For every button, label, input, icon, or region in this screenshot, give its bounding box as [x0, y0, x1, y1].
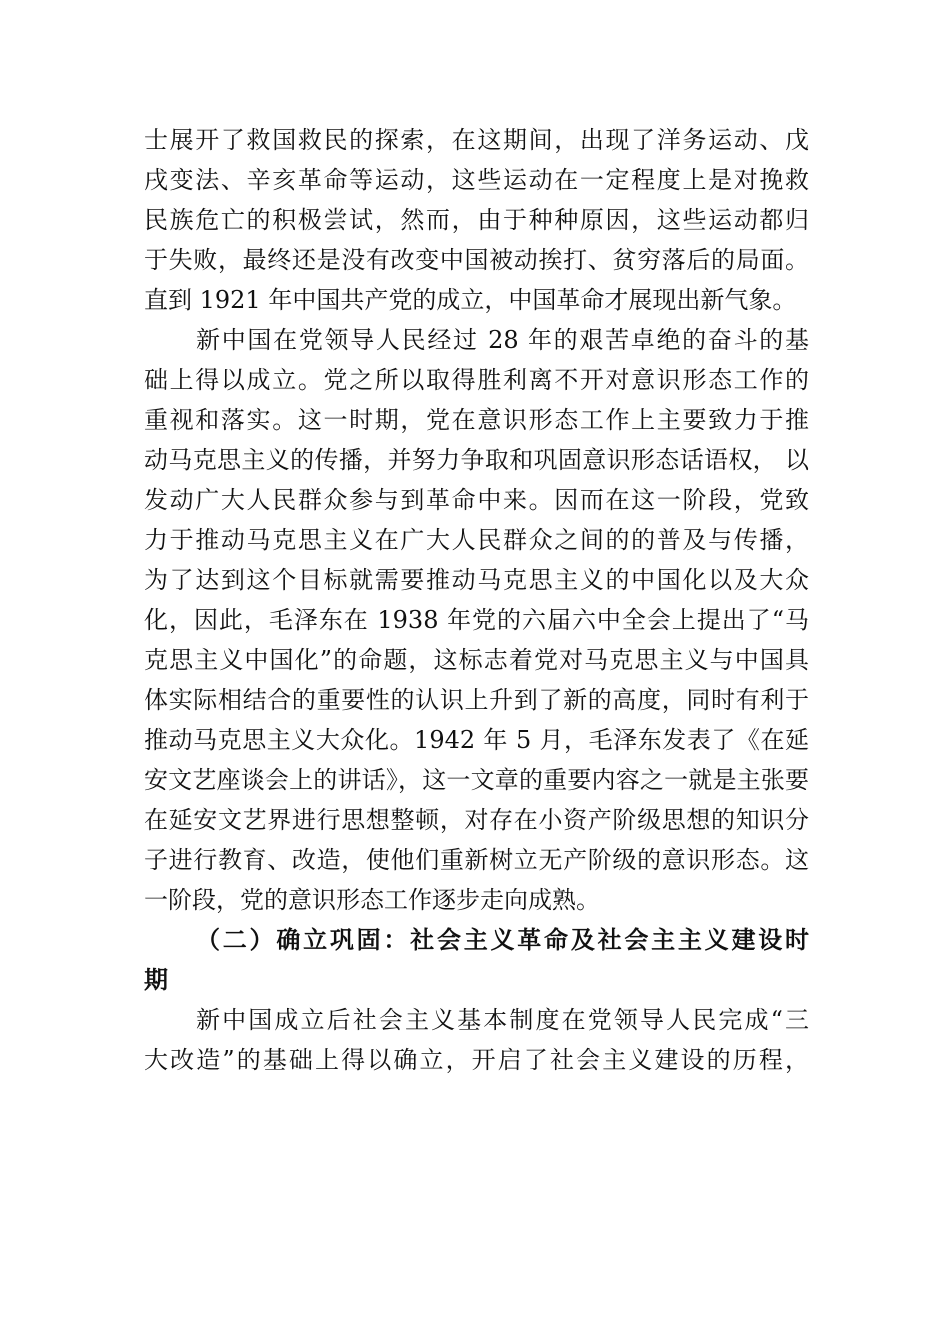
text-line: 于失败，最终还是没有改变中国被动挨打、贫穷落后的局面。 — [144, 246, 809, 274]
text-line: 士展开了救国救民的探索，在这期间，出现了洋务运动、戊 — [144, 126, 809, 154]
text-line: 直到 1921 年中国共产党的成立，中国革命才展现出新气象。 — [144, 286, 797, 314]
text-line: 推动马克思主义大众化。1942 年 5 月，毛泽东发表了《在延 — [144, 726, 809, 754]
section-heading-continued: 期 — [144, 965, 168, 994]
text-line: 体实际相结合的重要性的认识上升到了新的高度，同时有利于 — [144, 686, 809, 714]
text-line: 为了达到这个目标就需要推动马克思主义的中国化以及大众 — [144, 566, 809, 594]
text-line: 民族危亡的积极尝试，然而，由于种种原因，这些运动都归 — [144, 206, 809, 234]
text-line: 重视和落实。这一时期，党在意识形态工作上主要致力于推 — [144, 406, 809, 434]
text-line: 发动广大人民群众参与到革命中来。因而在这一阶段，党致 — [144, 486, 809, 514]
text-line: 力于推动马克思主义在广大人民群众之间的的普及与传播， — [144, 526, 809, 554]
text-line: 安文艺座谈会上的讲话》，这一文章的重要内容之一就是主张要 — [144, 766, 809, 794]
text-line: 子进行教育、改造，使他们重新树立无产阶级的意识形态。这 — [144, 846, 809, 874]
text-line: 化，因此，毛泽东在 1938 年党的六届六中全会上提出了“马 — [144, 606, 809, 634]
text-line: 大改造”的基础上得以确立，开启了社会主义建设的历程， — [144, 1046, 809, 1074]
text-line: 克思主义中国化”的命题，这标志着党对马克思主义与中国具 — [144, 646, 809, 674]
text-line: 戌变法、辛亥革命等运动，这些运动在一定程度上是对挽救 — [144, 166, 809, 194]
text-line: 础上得以成立。党之所以取得胜利离不开对意识形态工作的 — [144, 366, 809, 394]
paragraph-first-line: 新中国成立后社会主义基本制度在党领导人民完成“三 — [196, 1006, 809, 1034]
text-line: 一阶段，党的意识形态工作逐步走向成熟。 — [144, 886, 600, 914]
section-heading: （二）确立巩固：社会主义革命及社会主主义建设时 — [196, 925, 809, 954]
text-line: 动马克思主义的传播，并努力争取和巩固意识形态话语权， 以 — [144, 446, 809, 474]
paragraph-first-line: 新中国在党领导人民经过 28 年的艰苦卓绝的奋斗的基 — [196, 326, 809, 354]
text-line: 在延安文艺界进行思想整顿，对存在小资产阶级思想的知识分 — [144, 806, 809, 834]
